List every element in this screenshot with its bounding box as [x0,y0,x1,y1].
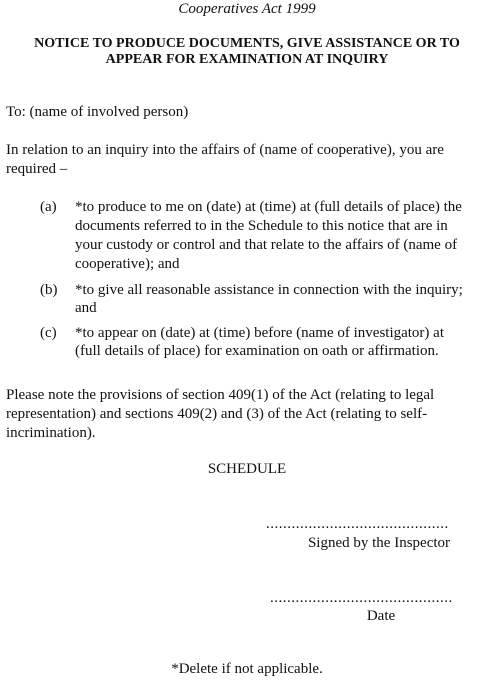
notice-title-line-1: NOTICE TO PRODUCE DOCUMENTS, GIVE ASSISTANCE OR TO [34,36,460,51]
addressee-line: To: (name of involved person) [6,104,189,120]
date-dotted-line: ........................................... [270,590,453,606]
item-c-label: (c) [40,325,57,341]
item-c-line: (full details of place) for examination on oath or affirmation. [75,343,439,359]
item-c-line: *to appear on (date) at (time) before (name of investigator) at [75,325,445,341]
signature-caption: Signed by the Inspector [307,535,451,551]
act-header: Cooperatives Act 1999 [178,1,316,17]
note-line-2: representation) and sections 409(2) and (3) of the Act (relating to self- [6,406,428,422]
date-caption: Date [366,608,396,624]
item-a-line: your custody or control and that relate to the affairs of (name of [75,237,458,253]
item-a-label: (a) [40,199,57,215]
note-line-3: incrimination). [6,425,96,441]
signature-dotted-line: ........................................... [266,516,449,532]
item-b-line: *to give all reasonable assistance in connection with the inquiry; [75,282,463,298]
item-b-label: (b) [40,282,58,298]
item-a-line: *to produce to me on (date) at (time) at (full details of place) the [75,199,462,215]
footnote: *Delete if not applicable. [171,661,323,677]
item-a-line: documents referred to in the Schedule to this notice that are in [75,218,448,234]
schedule-heading: SCHEDULE [207,461,287,477]
note-line-1: Please note the provisions of section 409(1) of the Act (relating to legal [6,387,435,403]
intro-line-2: required – [6,161,68,177]
intro-line-1: In relation to an inquiry into the affairs of (name of cooperative), you are [6,142,444,158]
notice-title-line-2: APPEAR FOR EXAMINATION AT INQUIRY [105,52,389,67]
item-b-line: and [75,300,97,316]
item-a-line: cooperative); and [75,256,180,272]
